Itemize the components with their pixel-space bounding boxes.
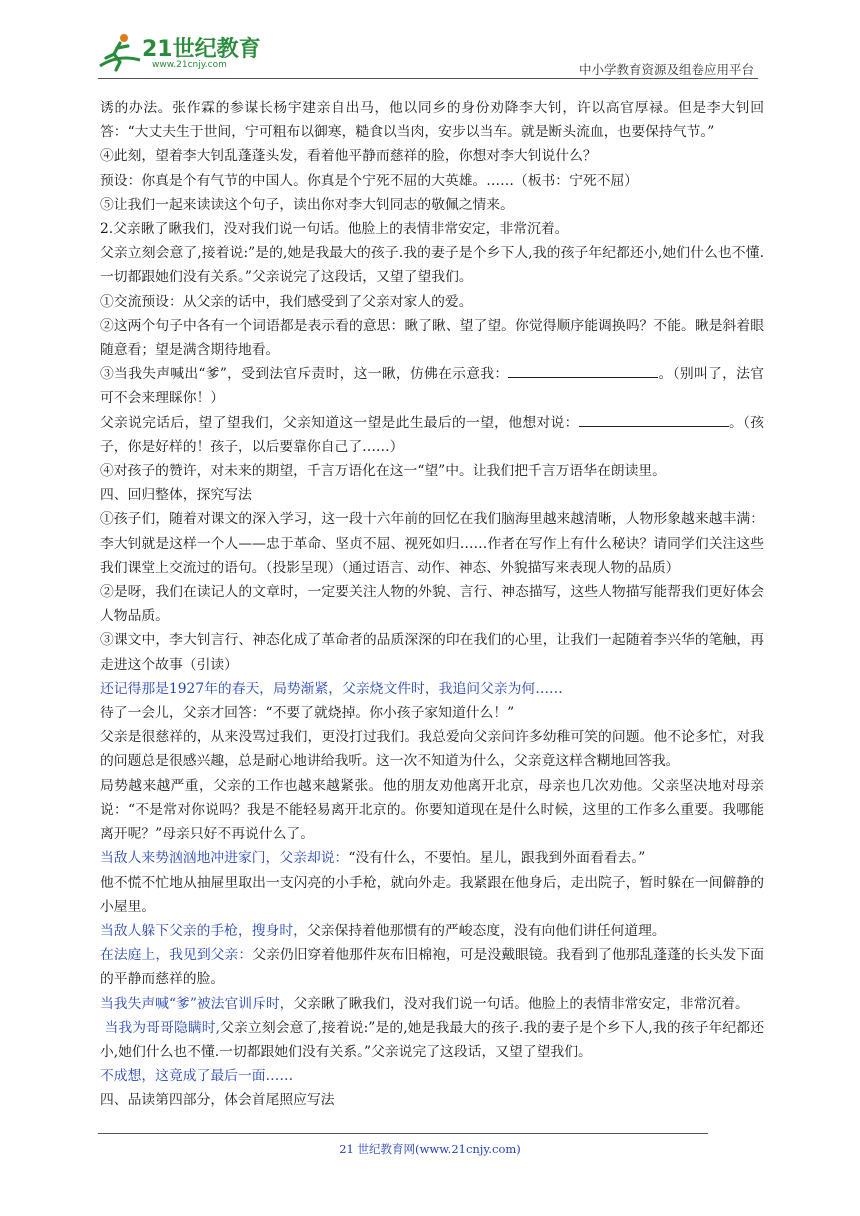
quote-paragraph: 还记得那是1927年的春天，局势渐紧，父亲烧文件时，我追问父亲为何…… [100, 680, 563, 697]
quote-paragraph: 父亲是很慈祥的，从来没骂过我们，更没打过我们。我总爱向父亲问许多幼稚可笑的问题。他不论多忙，对我的问题总是很感兴趣，总是耐心地讲给我听。这一次不知道为什么，父亲竟这样含糊地回答我。 [100, 729, 764, 770]
quote-paragraph [100, 943, 764, 991]
paragraph-text: 。（孩子，你是好样的！孩子，以后要靠你自己了……） [100, 414, 764, 455]
footer-divider [98, 1133, 708, 1134]
header-divider [98, 78, 758, 79]
paragraph-with-blank [100, 362, 764, 410]
paragraph: ①孩子们，随着对课文的深入学习，这一段十六年前的回忆在我们脑海里越来越清晰，人物形象越来越丰满：李大钊就是这样一个人——忠于革命、坚贞不屈、视死如归……作者在写作上有什么秘诀？请同学们关注这些我们课堂上交流过的语句。（投影呈现）（通过语言、动作、神态、外貌描写来表现人物的品质） [100, 511, 764, 576]
logo-url: www.21cnjy.com [152, 60, 227, 70]
lead-in-text: 当敌人躲下父亲的手枪，搜身时， [100, 922, 307, 939]
paragraph: ④此刻，望着李大钊乱蓬蓬头发，看着他平静而慈祥的脸，你想对李大钊说什么？ [100, 148, 597, 165]
quote-paragraph: 局势越来越严重，父亲的工作也越来越紧张。他的朋友劝他离开北京，母亲也几次劝他。父亲坚决地对母亲说：“不是常对你说吗？我是不能轻易离开北京的。你要知道现在是什么时候，这里的工作多么重要。我哪能离开呢？”母亲只好不再说什么了。 [100, 777, 764, 843]
logo-title: 21世纪教育 [142, 37, 261, 62]
lead-in-text: 在法庭上，我见到父亲： [100, 947, 253, 964]
paragraph: ②这两个句子中各有一个词语都是表示看的意思：瞅了瞅、望了望。你觉得顺序能调换吗？不能。瞅是斜着眼随意看；望是满含期待地看。 [100, 317, 764, 359]
document-body [100, 96, 764, 1113]
paragraph: ②是呀，我们在读记人的文章时，一定要关注人物的外貌、言行、神态描写，这些人物描写能帮我们更好体会人物品质。 [100, 584, 764, 625]
page-footer[interactable]: 21 世纪教育网(www.21cnjy.com) [339, 1142, 521, 1156]
quote-paragraph: 不成想，这竟成了最后一面…… [100, 1068, 294, 1085]
paragraph: ③课文中，李大钊言行、神态化成了革命者的品质深深的印在我们的心里，让我们一起随着李兴华的笔触，再走进这个故事（引读） [100, 632, 764, 673]
runner-logo-icon [98, 32, 142, 74]
fill-in-blank[interactable] [508, 363, 658, 378]
quote-paragraph: 待了一会儿，父亲才回答：“不要了就烧掉。你小孩子家知道什么！” [100, 705, 515, 722]
paragraph-text: 父亲保持着他那惯有的严峻态度，没有向他们讲任何道理。 [306, 922, 666, 939]
quote-paragraph [100, 1016, 764, 1064]
lead-in-text: 当我为哥哥隐瞒时, [104, 1019, 221, 1036]
platform-label: 中小学教育资源及组卷应用平台 [578, 62, 754, 77]
paragraph: 父亲立刻会意了,接着说:”是的,她是我最大的孩子.我的妻子是个乡下人,我的孩子年纪都还小,她们什么也不懂.一切都跟她们没有关系。”父亲说完了这段话，又望了望我们。 [100, 245, 764, 286]
site-logo[interactable] [98, 30, 268, 76]
paragraph-text: 。（别叫了，法官可不会来理睬你！） [100, 366, 764, 407]
quote-paragraph [100, 846, 764, 870]
quote-paragraph: 他不慌不忙地从抽屉里取出一支闪亮的小手枪，就向外走。我紧跟在他身后，走出院子，暂时躲在一间僻静的小屋里。 [100, 874, 764, 915]
paragraph-text: 父亲仍旧穿着他那件灰布旧棉袍，可是没戴眼镜。我看到了他那乱蓬蓬的长头发下面的平静而慈祥的脸。 [100, 947, 765, 988]
quote-paragraph [100, 919, 764, 943]
paragraph: 2.父亲瞅了瞅我们，没对我们说一句话。他脸上的表情非常安定，非常沉着。 [100, 221, 569, 238]
paragraph: ④对孩子的赞许，对未来的期望，千言万语化在这一“望”中。让我们把千言万语华在朗读里。 [100, 463, 666, 480]
paragraph-text: 父亲立刻会意了,接着说:”是的,她是我最大的孩子.我的妻子是个乡下人,我的孩子年纪都还小,她们什么也不懂.一切都跟她们没有关系。”父亲说完了这段话，又望了望我们。 [100, 1019, 764, 1060]
quote-paragraph [100, 992, 764, 1016]
fill-in-blank[interactable] [579, 412, 729, 427]
paragraph-text: “没有什么，不要怕。星儿，跟我到外面看看去。” [348, 850, 646, 867]
paragraph-text: 父亲说完话后，望了望我们，父亲知道这一望是此生最后的一望，他想对说： [100, 414, 579, 431]
lead-in-text: 当我失声喊“爹”被法官训斥时， [100, 995, 294, 1012]
paragraph-with-blank [100, 411, 764, 459]
paragraph: 预设：你真是个有气节的中国人。你真是个宁死不屈的大英雄。……（板书：宁死不屈） [100, 172, 639, 189]
paragraph-text: ③当我失声喊出“爹”，受到法官斥责时，这一瞅，仿佛在示意我： [100, 366, 509, 383]
section-heading: 四、回归整体，探究写法 [100, 487, 252, 504]
lead-in-text: 当敌人来势汹汹地冲进家门，父亲却说： [100, 850, 349, 867]
paragraph: 诱的办法。张作霖的参谋长杨宇建亲自出马，他以同乡的身份劝降李大钊，许以高官厚禄。但是李大钊回答：“大丈夫生于世间，宁可粗布以御寒，糙食以当肉，安步以当车。就是断头流血，也要保持气节。” [100, 100, 764, 141]
paragraph: ①交流预设：从父亲的话中，我们感受到了父亲对家人的爱。 [100, 293, 473, 310]
paragraph: ⑤让我们一起来读读这个句子，读出你对李大钊同志的敬佩之情来。 [100, 196, 514, 213]
paragraph-text: 父亲瞅了瞅我们，没对我们说一句话。他脸上的表情非常安定，非常沉着。 [293, 995, 749, 1012]
page-header [98, 30, 758, 80]
section-heading: 四、品读第四部分，体会首尾照应写法 [100, 1092, 335, 1109]
